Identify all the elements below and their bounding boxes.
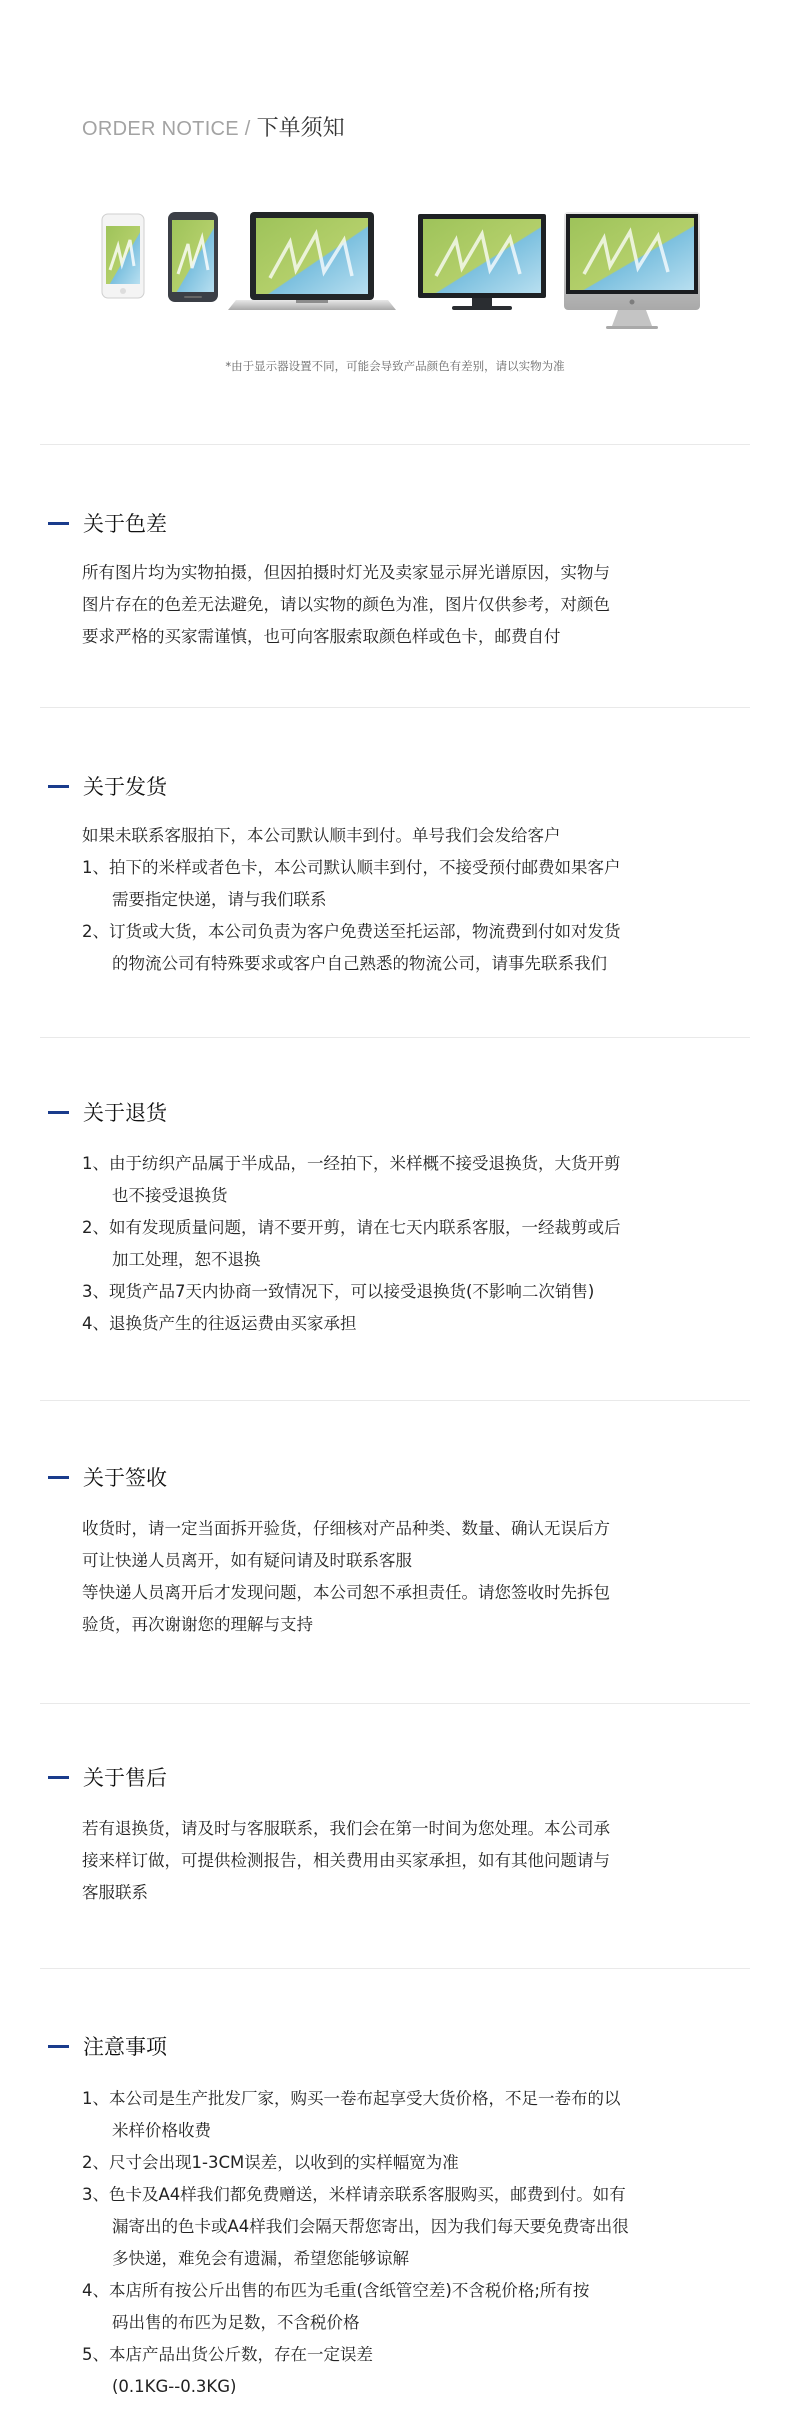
divider	[40, 444, 750, 445]
divider	[40, 1703, 750, 1704]
text-line: 若有退换货，请及时与客服联系，我们会在第一时间为您处理。本公司承	[82, 1819, 610, 1838]
text-line: 3、色卡及A4样我们都免费赠送，米样请亲联系客服购买，邮费到付。如有	[82, 2185, 626, 2204]
heading-accent-bar	[48, 2045, 69, 2048]
text-line: 要求严格的买家需谨慎，也可向客服索取颜色样或色卡，邮费自付	[82, 627, 561, 646]
page-title	[82, 114, 345, 143]
divider	[40, 1968, 750, 1969]
text-line: 2、尺寸会出现1-3CM误差，以收到的实样幅宽为准	[82, 2153, 459, 2172]
text-line: 1、拍下的米样或者色卡，本公司默认顺丰到付，不接受预付邮费如果客户	[82, 858, 621, 877]
text-line: 所有图片均为实物拍摄，但因拍摄时灯光及卖家显示屏光谱原因，实物与	[82, 563, 610, 582]
section-body-shipping	[82, 820, 621, 980]
device-lineup	[100, 210, 700, 340]
text-line: 米样价格收费	[112, 2121, 211, 2140]
text-line: 也不接受退换货	[112, 1186, 228, 1205]
heading-accent-bar	[48, 1476, 69, 1479]
title-chinese: 下单须知	[256, 116, 345, 141]
text-line: 1、由于纺织产品属于半成品，一经拍下，米样概不接受退换货，大货开剪	[82, 1154, 621, 1173]
monitor-icon	[418, 214, 546, 310]
text-line: 1、本公司是生产批发厂家，购买一卷布起享受大货价格，不足一卷布的以	[82, 2089, 621, 2108]
section-body-color-difference	[82, 557, 610, 653]
text-line: 3、现货产品7天内协商一致情况下，可以接受退换货(不影响二次销售)	[82, 1282, 595, 1301]
section-body-after-sales	[82, 1813, 610, 1909]
section-body-receipt	[82, 1513, 610, 1641]
section-title: 关于色差	[83, 512, 167, 536]
section-title: 关于签收	[83, 1466, 167, 1490]
text-line: (0.1KG--0.3KG)	[112, 2377, 237, 2396]
text-line: 加工处理，恕不退换	[112, 1250, 261, 1269]
section-body-notes	[82, 2083, 629, 2403]
heading-accent-bar	[48, 785, 69, 788]
divider	[40, 1400, 750, 1401]
heading-accent-bar	[48, 1776, 69, 1779]
text-line: 验货，再次谢谢您的理解与支持	[82, 1615, 313, 1634]
laptop-icon	[228, 212, 396, 310]
text-line: 等快递人员离开后才发现问题，本公司恕不承担责任。请您签收时先拆包	[82, 1583, 610, 1602]
section-title: 关于售后	[83, 1766, 167, 1790]
text-line: 接来样订做，可提供检测报告，相关费用由买家承担，如有其他问题请与	[82, 1851, 610, 1870]
color-disclaimer: *由于显示器设置不同，可能会导致产品颜色有差别，请以实物为准	[225, 359, 565, 373]
text-line: 2、订货或大货，本公司负责为客户免费送至托运部，物流费到付如对发货	[82, 922, 621, 941]
title-english: ORDER NOTICE /	[82, 118, 251, 140]
text-line: 2、如有发现质量问题，请不要开剪，请在七天内联系客服，一经裁剪或后	[82, 1218, 621, 1237]
text-line: 4、本店所有按公斤出售的布匹为毛重(含纸管空差)不含税价格;所有按	[82, 2281, 590, 2300]
heading-accent-bar	[48, 1111, 69, 1114]
text-line: 多快递，难免会有遗漏，希望您能够谅解	[112, 2249, 409, 2268]
text-line: 需要指定快递，请与我们联系	[112, 890, 327, 909]
divider	[40, 707, 750, 708]
section-title: 注意事项	[83, 2035, 167, 2059]
phone-dark-icon	[168, 212, 218, 302]
text-line: 客服联系	[82, 1883, 148, 1902]
text-line: 图片存在的色差无法避免，请以实物的颜色为准，图片仅供参考，对颜色	[82, 595, 610, 614]
text-line: 收货时，请一定当面拆开验货，仔细核对产品种类、数量、确认无误后方	[82, 1519, 610, 1538]
section-title: 关于发货	[83, 775, 167, 799]
phone-white-icon	[102, 214, 144, 298]
text-line: 的物流公司有特殊要求或客户自己熟悉的物流公司，请事先联系我们	[112, 954, 607, 973]
divider	[40, 1037, 750, 1038]
text-line: 4、退换货产生的往返运费由买家承担	[82, 1314, 357, 1333]
desktop-computer-icon	[564, 212, 700, 329]
text-line: 可让快递人员离开，如有疑问请及时联系客服	[82, 1551, 412, 1570]
text-line: 漏寄出的色卡或A4样我们会隔天帮您寄出，因为我们每天要免费寄出很	[112, 2217, 629, 2236]
heading-accent-bar	[48, 522, 69, 525]
text-line: 5、本店产品出货公斤数，存在一定误差	[82, 2345, 373, 2364]
text-line: 码出售的布匹为足数，不含税价格	[112, 2313, 360, 2332]
text-line: 如果未联系客服拍下，本公司默认顺丰到付。单号我们会发给客户	[82, 826, 561, 845]
section-title: 关于退货	[83, 1101, 167, 1125]
section-body-returns	[82, 1148, 621, 1340]
